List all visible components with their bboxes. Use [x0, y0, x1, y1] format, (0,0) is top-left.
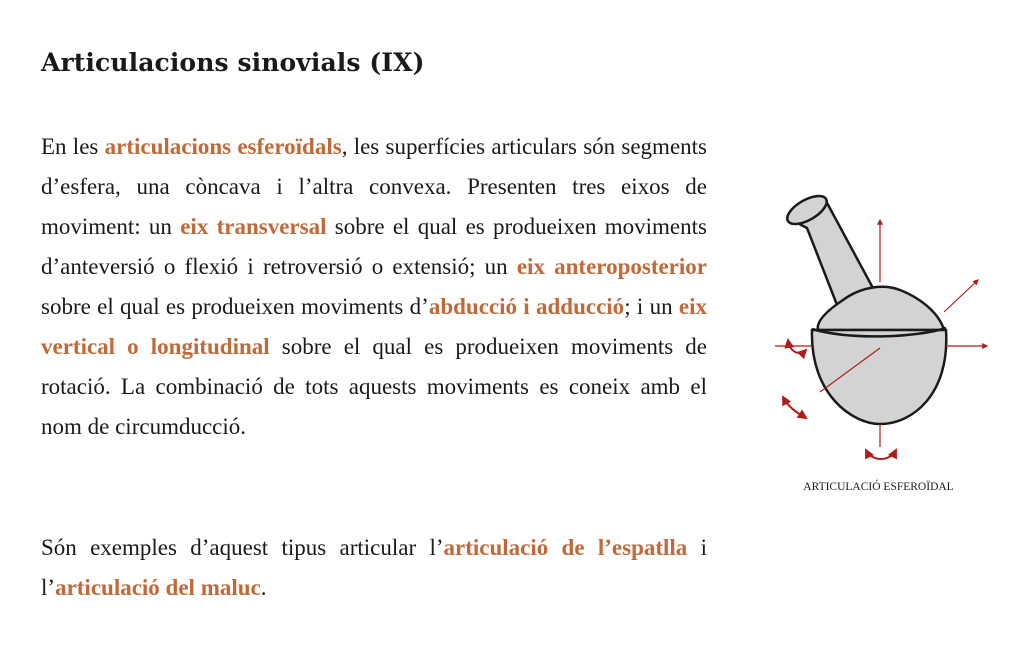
anteroposterior-axis-arrow	[944, 280, 978, 312]
paragraph-description	[41, 127, 707, 447]
vertical-rotation-arc	[866, 450, 896, 459]
text: Són exemples d’aquest tipus articular l’	[41, 535, 444, 560]
highlight-term: articulació de l’espatlla	[443, 535, 688, 560]
highlight-term: eix anteroposterior	[516, 254, 707, 279]
text: ; i un	[624, 294, 679, 319]
text: sobre el qual es produeixen moviments d’	[41, 294, 429, 319]
text: En les	[41, 134, 105, 159]
figure-caption: ARTICULACIÓ ESFEROÏDAL	[803, 481, 954, 493]
highlight-term: eix transversal	[180, 214, 327, 239]
paragraph-examples	[41, 528, 707, 608]
text: sobre el qual es produeixen moviments de rotació. La combinació de tots aquests moviments es coneix amb el nom de circumducció.	[41, 334, 707, 439]
anteroposterior-rotation-arc	[783, 397, 806, 418]
highlight-term: abducció i adducció	[428, 294, 625, 319]
page-title: Articulacions sinovials (IX)	[41, 48, 425, 77]
highlight-term: articulació del maluc	[55, 575, 261, 600]
text: , les superfícies articulars són segments d’esfera, una còncava i l’altra convexa. Presenten tres eixos de moviment: un	[41, 134, 707, 239]
ball-socket-joint-illustration	[765, 178, 995, 498]
text: i l’	[41, 535, 708, 600]
text: .	[260, 575, 267, 600]
highlight-term: eix vertical o longitudinal	[41, 294, 707, 359]
highlight-term: articulacions esferoïdals	[104, 134, 342, 159]
text: sobre el qual es produeixen moviments d’anteversió o flexió i retroversió o extensió; un	[41, 214, 707, 279]
ball-head	[812, 287, 946, 424]
